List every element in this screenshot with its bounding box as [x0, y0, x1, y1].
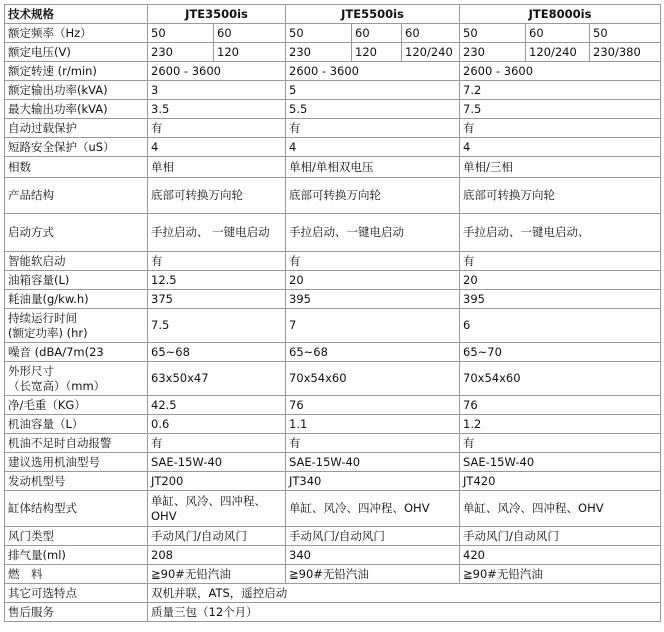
row-label: 额定输出功率(kVA) — [5, 81, 148, 100]
table-cell: 手拉启动、一键电启动、 — [460, 214, 661, 252]
table-row — [5, 100, 661, 119]
model-name: JTE8000is — [460, 5, 661, 24]
table-cell: 20 — [286, 271, 460, 290]
table-cell: 有 — [460, 119, 661, 138]
table-cell: 50 — [460, 24, 526, 43]
row-label: 其它可选特点 — [5, 584, 148, 603]
table-row — [5, 491, 661, 527]
model-name: JTE3500is — [148, 5, 286, 24]
row-label: 相数 — [5, 157, 148, 178]
table-cell: 5.5 — [286, 100, 460, 119]
table-cell: JT420 — [460, 472, 661, 491]
row-label: 售后服务 — [5, 603, 148, 622]
row-label: 启动方式 — [5, 214, 148, 252]
table-cell: 395 — [460, 290, 661, 309]
table-cell: 230 — [286, 43, 352, 62]
table-cell: 质量三包（12个月） — [148, 603, 661, 622]
table-cell: 手动风门/自动风门 — [148, 527, 286, 546]
table-row — [5, 214, 661, 252]
table-cell: 有 — [148, 252, 286, 271]
table-row — [5, 603, 661, 622]
row-label: 风门类型 — [5, 527, 148, 546]
row-label-line: (额定功率) (hr) — [8, 325, 88, 340]
table-cell: 3 — [148, 81, 286, 100]
row-label: 缸体结构型式 — [5, 491, 148, 527]
header-row — [5, 5, 661, 24]
table-cell: 340 — [286, 546, 460, 565]
table-cell: 2600 - 3600 — [286, 62, 460, 81]
row-label: 短路安全保护（uS） — [5, 138, 148, 157]
table-cell: 手拉启动、一键电启动 — [286, 214, 460, 252]
table-cell: 7.5 — [148, 309, 286, 343]
table-cell: 76 — [460, 396, 661, 415]
table-row — [5, 252, 661, 271]
table-cell: 单相/单相双电压 — [286, 157, 460, 178]
table-row — [5, 24, 661, 43]
table-cell: 手拉启动、 一键电启动 — [148, 214, 286, 252]
row-label-line: （长宽高）（mm） — [8, 378, 106, 393]
table-cell: 单缸、风冷、四冲程、OHV — [148, 491, 286, 527]
table-cell: 2600 - 3600 — [460, 62, 661, 81]
table-cell: 60 — [352, 24, 402, 43]
table-cell: 65~68 — [148, 343, 286, 362]
row-label: 机油容量（L） — [5, 415, 148, 434]
table-row — [5, 415, 661, 434]
table-row — [5, 527, 661, 546]
table-cell: 单缸、风冷、四冲程、OHV — [460, 491, 661, 527]
table-cell: 230/380 — [590, 43, 661, 62]
table-cell: 0.6 — [148, 415, 286, 434]
table-cell: 手动风门/自动风门 — [286, 527, 460, 546]
row-label-line: 持续运行时间 — [8, 310, 77, 325]
table-cell: 12.5 — [148, 271, 286, 290]
table-cell: 7.5 — [460, 100, 661, 119]
row-label: 耗油量(g/kw.h) — [5, 290, 148, 309]
table-row — [5, 62, 661, 81]
table-cell: 2600 - 3600 — [148, 62, 286, 81]
table-cell: 1.2 — [460, 415, 661, 434]
row-label: 机油不足时自动报警 — [5, 434, 148, 453]
row-label: 建议选用机油型号 — [5, 453, 148, 472]
table-cell: 65~68 — [286, 343, 460, 362]
table-row — [5, 472, 661, 491]
table-row — [5, 584, 661, 603]
table-cell: 4 — [460, 138, 661, 157]
table-cell: 1.1 — [286, 415, 460, 434]
table-row — [5, 290, 661, 309]
row-label: 净/毛重（KG） — [5, 396, 148, 415]
table-row — [5, 343, 661, 362]
table-cell: 7.2 — [460, 81, 661, 100]
table-row — [5, 546, 661, 565]
table-row — [5, 309, 661, 343]
header-label: 技术规格 — [5, 5, 148, 24]
row-label: 额定转速 (r/min) — [5, 62, 148, 81]
table-cell: 50 — [286, 24, 352, 43]
table-cell: 50 — [148, 24, 214, 43]
row-label: 额定电压(V) — [5, 43, 148, 62]
table-cell: 120/240 — [526, 43, 590, 62]
table-row — [5, 453, 661, 472]
row-label: 额定频率（Hz） — [5, 24, 148, 43]
table-row — [5, 434, 661, 453]
table-cell: SAE-15W-40 — [460, 453, 661, 472]
table-cell: 63x50x47 — [148, 362, 286, 396]
table-cell: 3.5 — [148, 100, 286, 119]
table-cell: 420 — [460, 546, 661, 565]
table-cell: 底部可转换万向轮 — [286, 178, 460, 214]
table-cell: 120 — [214, 43, 286, 62]
table-cell: 4 — [148, 138, 286, 157]
row-label: 排气量(ml) — [5, 546, 148, 565]
row-label: 自动过载保护 — [5, 119, 148, 138]
table-cell: ≧90#无铅汽油 — [460, 565, 661, 584]
table-cell: JT200 — [148, 472, 286, 491]
table-row — [5, 157, 661, 178]
table-cell: 单缸、风冷、四冲程、OHV — [286, 491, 460, 527]
table-row — [5, 565, 661, 584]
table-cell: ≧90#无铅汽油 — [286, 565, 460, 584]
table-row — [5, 362, 661, 396]
row-label: 产品结构 — [5, 178, 148, 214]
table-cell: 7 — [286, 309, 460, 343]
table-cell: 6 — [460, 309, 661, 343]
table-cell: 有 — [148, 119, 286, 138]
table-cell: 50 — [590, 24, 661, 43]
row-label: 油箱容量(L) — [5, 271, 148, 290]
table-cell: ≧90#无铅汽油 — [148, 565, 286, 584]
table-cell: 单相 — [148, 157, 286, 178]
table-cell: 60 — [526, 24, 590, 43]
row-label — [5, 362, 148, 396]
table-cell: 120/240 — [402, 43, 460, 62]
table-row — [5, 81, 661, 100]
row-label: 发动机型号 — [5, 472, 148, 491]
table-cell: 395 — [286, 290, 460, 309]
row-label — [5, 309, 148, 343]
table-cell: 70x54x60 — [286, 362, 460, 396]
table-cell: 有 — [286, 252, 460, 271]
spec-table — [4, 4, 661, 622]
row-label: 最大输出功率(kVA) — [5, 100, 148, 119]
table-cell: 42.5 — [148, 396, 286, 415]
table-cell: 230 — [460, 43, 526, 62]
table-cell: 4 — [286, 138, 460, 157]
table-cell: 双机并联，ATS，遥控启动 — [148, 584, 661, 603]
table-row — [5, 43, 661, 62]
table-cell: 底部可转换万向轮 — [460, 178, 661, 214]
row-label: 智能软启动 — [5, 252, 148, 271]
table-row — [5, 138, 661, 157]
table-cell: 有 — [460, 434, 661, 453]
table-row — [5, 271, 661, 290]
table-cell: 有 — [286, 434, 460, 453]
table-cell: SAE-15W-40 — [148, 453, 286, 472]
table-cell: JT340 — [286, 472, 460, 491]
table-cell: 60 — [214, 24, 286, 43]
table-row — [5, 396, 661, 415]
table-row — [5, 119, 661, 138]
table-cell: 5 — [286, 81, 460, 100]
table-cell: 60 — [402, 24, 460, 43]
table-cell: 手动风门/自动风门 — [460, 527, 661, 546]
table-cell: 120 — [352, 43, 402, 62]
table-row — [5, 178, 661, 214]
row-label-line: 外形尺寸 — [8, 363, 54, 378]
table-cell: 208 — [148, 546, 286, 565]
model-name: JTE5500is — [286, 5, 460, 24]
table-cell: 有 — [148, 434, 286, 453]
table-cell: 底部可转换万向轮 — [148, 178, 286, 214]
table-cell: 单相/三相 — [460, 157, 661, 178]
table-cell: 230 — [148, 43, 214, 62]
row-label: 燃 料 — [5, 565, 148, 584]
table-cell: 有 — [460, 252, 661, 271]
table-cell: 70x54x60 — [460, 362, 661, 396]
table-cell: 375 — [148, 290, 286, 309]
table-cell: 65~70 — [460, 343, 661, 362]
table-cell: 76 — [286, 396, 460, 415]
table-cell: SAE-15W-40 — [286, 453, 460, 472]
table-cell: 有 — [286, 119, 460, 138]
table-cell: 20 — [460, 271, 661, 290]
row-label: 噪音 (dBA/7m(23 — [5, 343, 148, 362]
